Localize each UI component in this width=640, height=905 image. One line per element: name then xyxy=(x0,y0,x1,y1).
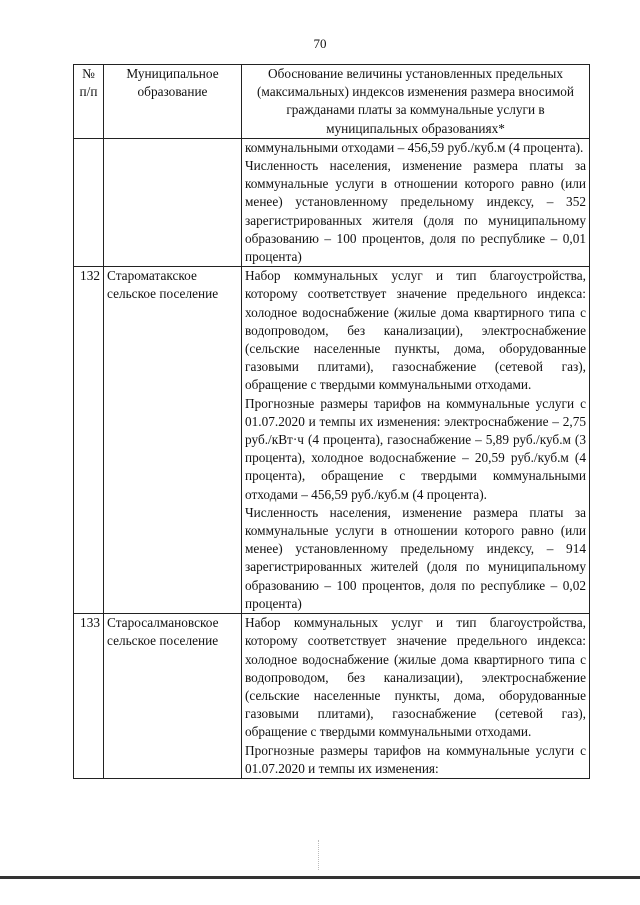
paragraph: Прогнозные размеры тарифов на коммунальные услуги с 01.07.2020 и темпы их изменения: электроснабжение – 2,75 руб./кВт·ч (4 процента), газоснабжение – 5,89 руб./куб.м (3 процента), холодное водоснабжение – 20,59 руб./куб.м (4 процента), обращение с твердыми коммунальными отходами – 456,59 руб./куб.м (4 процента). xyxy=(245,395,586,502)
municipality-name: Староматакское сельское поселение xyxy=(104,267,242,614)
paragraph: Численность населения, изменение размера платы за коммунальные услуги в отношении которого равно (или менее) установленному предельному индексу, – 352 зарегистрированных жителя (доля по муниципальному образованию – 100 процентов, доля по республике – 0,01 процента) xyxy=(245,158,586,265)
table-row-133 xyxy=(74,614,590,779)
paragraph: коммунальными отходами – 456,59 руб./куб.м (4 процента). xyxy=(245,139,584,155)
header-num: № п/п xyxy=(74,65,104,139)
cell-name-empty xyxy=(104,138,242,266)
paragraph: Прогнозные размеры тарифов на коммунальные услуги с 01.07.2020 и темпы их изменения: xyxy=(245,742,586,776)
page-number: 70 xyxy=(313,36,327,51)
cell-num-empty xyxy=(74,138,104,266)
scan-artifact xyxy=(318,840,320,870)
row-number: 133 xyxy=(74,614,104,779)
header-justification: Обоснование величины установленных предельных (максимальных) индексов изменения размера вносимой гражданами платы за коммунальные услуги в муниципальных образованиях* xyxy=(242,65,590,139)
table-row-132 xyxy=(74,267,590,614)
indices-table xyxy=(73,64,590,779)
page-bottom-border xyxy=(0,876,640,879)
municipality-name: Старосалмановское сельское поселение xyxy=(104,614,242,779)
cell-justification xyxy=(242,614,590,779)
paragraph: Численность населения, изменение размера платы за коммунальные услуги в отношении которого равно (или менее) установленному предельному индексу, – 914 зарегистрированных жителей (доля по муниципальному образованию – 100 процентов, доля по республике – 0,02 процента) xyxy=(245,504,586,611)
table-row-continued xyxy=(74,138,590,266)
paragraph: Набор коммунальных услуг и тип благоустройства, которому соответствует значение предельного индекса: холодное водоснабжение (жилые дома квартирного типа с водопроводом, без канализации), электроснабжение (сельские населенные пункты, дома, оборудованные газовыми плитами), газоснабжение (сетевой газ), обращение с твердыми коммунальными отходами. xyxy=(245,268,586,393)
cell-justification xyxy=(242,267,590,614)
cell-justification xyxy=(242,138,590,266)
row-number: 132 xyxy=(74,267,104,614)
header-municipality: Муниципальное образование xyxy=(104,65,242,139)
paragraph: Набор коммунальных услуг и тип благоустройства, которому соответствует значение предельного индекса: холодное водоснабжение (жилые дома квартирного типа с водопроводом, без канализации), электроснабжение (сельские населенные пункты, дома, оборудованные газовыми плитами), газоснабжение (сетевой газ), обращение с твердыми коммунальными отходами. xyxy=(245,615,586,740)
table-header-row xyxy=(74,65,590,139)
